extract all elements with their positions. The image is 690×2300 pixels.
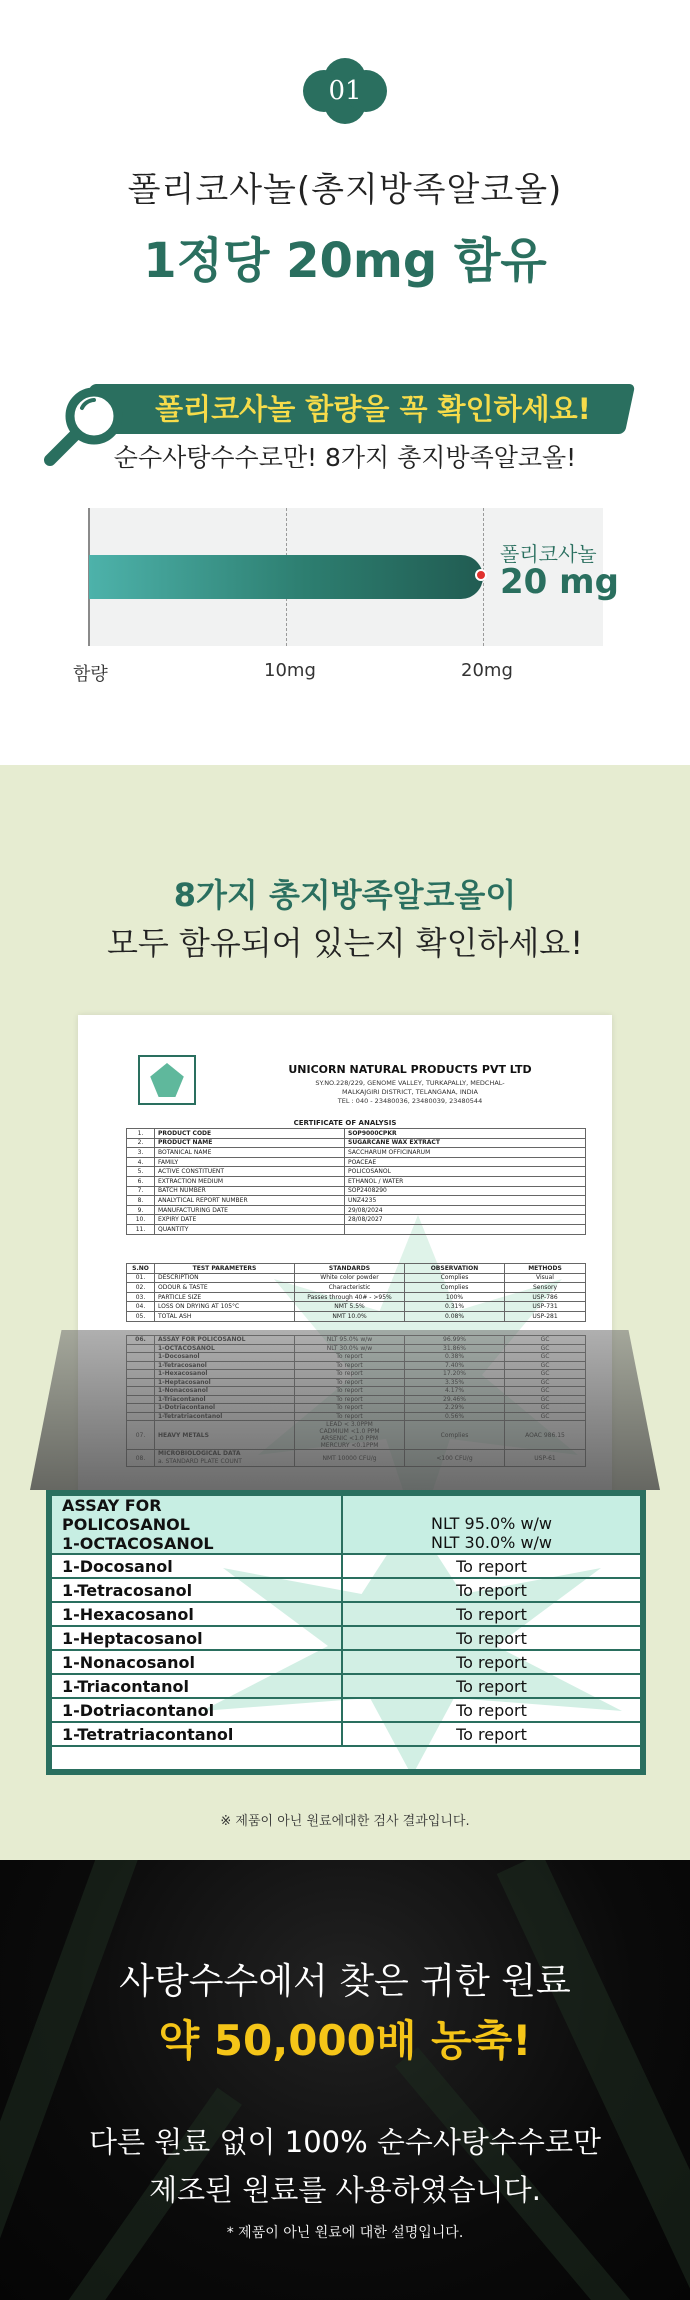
test-param: DESCRIPTION <box>155 1273 295 1283</box>
chart-tick-10mg: 10mg <box>264 660 316 681</box>
test-no: 02. <box>127 1283 155 1293</box>
test-row <box>127 1311 586 1321</box>
info-no: 10. <box>127 1215 155 1225</box>
test-std: NMT 10.0% <box>295 1311 405 1321</box>
zoom-row-value: To report <box>342 1674 640 1698</box>
check-banner-title: 폴리코사놀 함량을 꼭 확인하세요! <box>155 392 591 426</box>
zoom-row <box>52 1674 640 1698</box>
zoomed-assay-table <box>46 1490 646 1775</box>
chart-xlabel: 함량 <box>73 664 108 685</box>
info-no: 8. <box>127 1196 155 1206</box>
info-row <box>127 1138 586 1148</box>
test-header-cell: STANDARDS <box>295 1264 405 1274</box>
info-no: 11. <box>127 1224 155 1234</box>
test-method: USP-731 <box>505 1302 586 1312</box>
zoom-row <box>52 1578 640 1602</box>
info-no: 6. <box>127 1176 155 1186</box>
info-value: SOP2408290 <box>345 1186 586 1196</box>
test-no: 05. <box>127 1311 155 1321</box>
section2-subline: 모두 함유되어 있는지 확인하세요! <box>106 924 584 962</box>
info-no: 4. <box>127 1157 155 1167</box>
test-obs: Complies <box>405 1283 505 1293</box>
zoom-row-name: 1-Triacontanol <box>52 1674 342 1698</box>
zoom-row-value: To report <box>342 1578 640 1602</box>
zoom-row-name: 1-Tetracosanol <box>52 1578 342 1602</box>
certificate-address-1: SY.NO.228/229, GENOME VALLEY, TURKAPALLY, MEDCHAL- <box>315 1079 505 1087</box>
chart-bar-policosanol <box>89 555 483 599</box>
intro-headline: 1정당 20mg 함유 <box>143 233 547 289</box>
zoom-row-name: 1-Dotriacontanol <box>52 1698 342 1722</box>
info-label: EXTRACTION MEDIUM <box>155 1176 345 1186</box>
test-row <box>127 1302 586 1312</box>
zoom-row-value: To report <box>342 1698 640 1722</box>
zoom-header-row <box>52 1496 640 1554</box>
zoom-row <box>52 1626 640 1650</box>
test-obs: 0.31% <box>405 1302 505 1312</box>
zoom-table <box>52 1496 640 1747</box>
info-row <box>127 1157 586 1167</box>
certificate-address-3: TEL : 040 - 23480036, 23480039, 23480544 <box>337 1097 483 1105</box>
test-method: Sensory <box>505 1283 586 1293</box>
info-no: 9. <box>127 1205 155 1215</box>
info-row <box>127 1176 586 1186</box>
test-std: White color powder <box>295 1273 405 1283</box>
info-value: UNZ4235 <box>345 1196 586 1206</box>
zoom-row-value: To report <box>342 1650 640 1674</box>
test-param: TOTAL ASH <box>155 1311 295 1321</box>
certificate-title: CERTIFICATE OF ANALYSIS <box>293 1119 397 1127</box>
test-param: PARTICLE SIZE <box>155 1292 295 1302</box>
info-value: SOP9000CPKR <box>345 1129 586 1139</box>
info-label: BATCH NUMBER <box>155 1186 345 1196</box>
info-row <box>127 1196 586 1206</box>
test-row <box>127 1283 586 1293</box>
test-no: 03. <box>127 1292 155 1302</box>
certificate-test-table <box>126 1263 586 1322</box>
test-header-cell: METHODS <box>505 1264 586 1274</box>
zoom-header-right <box>342 1496 640 1554</box>
info-row <box>127 1129 586 1139</box>
info-label: MANUFACTURING DATE <box>155 1205 345 1215</box>
info-no: 7. <box>127 1186 155 1196</box>
info-label: ACTIVE CONSTITUENT <box>155 1167 345 1177</box>
test-note: ※ 제품이 아닌 원료에대한 검사 결과입니다. <box>220 1814 470 1829</box>
test-std: NMT 5.5% <box>295 1302 405 1312</box>
chart-series-name: 폴리코사놀 <box>500 542 597 566</box>
zoom-row-name: 1-Hexacosanol <box>52 1602 342 1626</box>
info-no: 1. <box>127 1129 155 1139</box>
certificate-company: UNICORN NATURAL PRODUCTS PVT LTD <box>288 1063 532 1076</box>
section3-highlight: 약 50,000배 농축! <box>158 2016 532 2065</box>
info-row <box>127 1215 586 1225</box>
section3-body-2: 제조된 원료를 사용하였습니다. <box>149 2173 541 2207</box>
test-obs: 0.08% <box>405 1311 505 1321</box>
check-banner-subtitle: 순수사탕수수로만! 8가지 총지방족알코올! <box>113 443 577 472</box>
info-value: POACEAE <box>345 1157 586 1167</box>
test-method: USP-281 <box>505 1311 586 1321</box>
test-std: Characteristic <box>295 1283 405 1293</box>
intro-subtitle: 폴리코사놀(총지방족알코올) <box>127 170 563 210</box>
info-value: ETHANOL / WATER <box>345 1176 586 1186</box>
test-method: USP-786 <box>505 1292 586 1302</box>
zoom-row <box>52 1602 640 1626</box>
zoom-row-name: 1-Heptacosanol <box>52 1626 342 1650</box>
test-header-row <box>127 1264 586 1274</box>
test-header-cell: TEST PARAMETERS <box>155 1264 295 1274</box>
content-section-intro <box>0 0 690 765</box>
zoom-header-left-line: 1-OCTACOSANOL <box>62 1534 214 1553</box>
zoom-row <box>52 1698 640 1722</box>
zoom-row-name: 1-Tetratriacontanol <box>52 1722 342 1746</box>
info-row <box>127 1148 586 1158</box>
zoom-row-name: 1-Docosanol <box>52 1554 342 1578</box>
chart-data-label: 20 mg <box>500 562 619 602</box>
info-value: SUGARCANE WAX EXTRACT <box>345 1138 586 1148</box>
zoom-row <box>52 1722 640 1746</box>
info-label: PRODUCT NAME <box>155 1138 345 1148</box>
zoom-header-left-line: ASSAY FOR <box>62 1496 162 1515</box>
test-header-cell: S.NO <box>127 1264 155 1274</box>
info-row <box>127 1205 586 1215</box>
chart-bar-end-marker <box>475 569 487 581</box>
info-label: PRODUCT CODE <box>155 1129 345 1139</box>
test-param: LOSS ON DRYING AT 105°C <box>155 1302 295 1312</box>
zoom-row-value: To report <box>342 1554 640 1578</box>
zoom-header-left <box>52 1496 342 1554</box>
test-no: 01. <box>127 1273 155 1283</box>
info-row <box>127 1224 586 1234</box>
info-value: SACCHARUM OFFICINARUM <box>345 1148 586 1158</box>
test-param: ODOUR & TASTE <box>155 1283 295 1293</box>
info-value: 29/08/2024 <box>345 1205 586 1215</box>
info-row <box>127 1167 586 1177</box>
info-value: 28/08/2027 <box>345 1215 586 1225</box>
zoom-header-right-line: NLT 30.0% w/w <box>430 1532 552 1552</box>
info-value: POLICOSANOL <box>345 1167 586 1177</box>
test-row <box>127 1273 586 1283</box>
zoom-header-left-line: POLICOSANOL <box>62 1515 190 1534</box>
section3-body-1: 다른 원료 없이 100% 순수사탕수수로만 <box>89 2125 601 2159</box>
info-label: FAMILY <box>155 1157 345 1167</box>
info-label: ANALYTICAL REPORT NUMBER <box>155 1196 345 1206</box>
number-badge <box>303 58 387 124</box>
section2-headline: 8가지 총지방족알코올이 <box>173 876 517 914</box>
zoom-shadow <box>30 1330 660 1490</box>
badge-number: 01 <box>328 76 362 106</box>
info-label: QUANTITY <box>155 1224 345 1234</box>
info-label: EXPIRY DATE <box>155 1215 345 1225</box>
certificate-address-2: MALKAJGIRI DISTRICT, TELANGANA, INDIA <box>342 1088 478 1096</box>
chart-tick-20mg: 20mg <box>461 660 513 681</box>
zoom-header-right-line: NLT 95.0% w/w <box>430 1513 552 1533</box>
zoom-row <box>52 1650 640 1674</box>
zoom-row <box>52 1554 640 1578</box>
test-no: 04. <box>127 1302 155 1312</box>
info-value <box>345 1224 586 1234</box>
test-method: Visual <box>505 1273 586 1283</box>
info-row <box>127 1186 586 1196</box>
zoom-row-value: To report <box>342 1602 640 1626</box>
test-std: Passes through 40# - >95% <box>295 1292 405 1302</box>
section3-headline: 사탕수수에서 찾은 귀한 원료 <box>119 1961 571 2002</box>
zoom-row-value: To report <box>342 1626 640 1650</box>
info-no: 3. <box>127 1148 155 1158</box>
info-no: 5. <box>127 1167 155 1177</box>
test-row <box>127 1292 586 1302</box>
zoom-row-name: 1-Nonacosanol <box>52 1650 342 1674</box>
zoom-row-value: To report <box>342 1722 640 1746</box>
certificate-info-table <box>126 1128 586 1235</box>
info-label: BOTANICAL NAME <box>155 1148 345 1158</box>
test-header-cell: OBSERVATION <box>405 1264 505 1274</box>
info-no: 2. <box>127 1138 155 1148</box>
section3-note: * 제품이 아닌 원료에 대한 설명입니다. <box>226 2225 464 2241</box>
test-obs: Complies <box>405 1273 505 1283</box>
test-obs: 100% <box>405 1292 505 1302</box>
